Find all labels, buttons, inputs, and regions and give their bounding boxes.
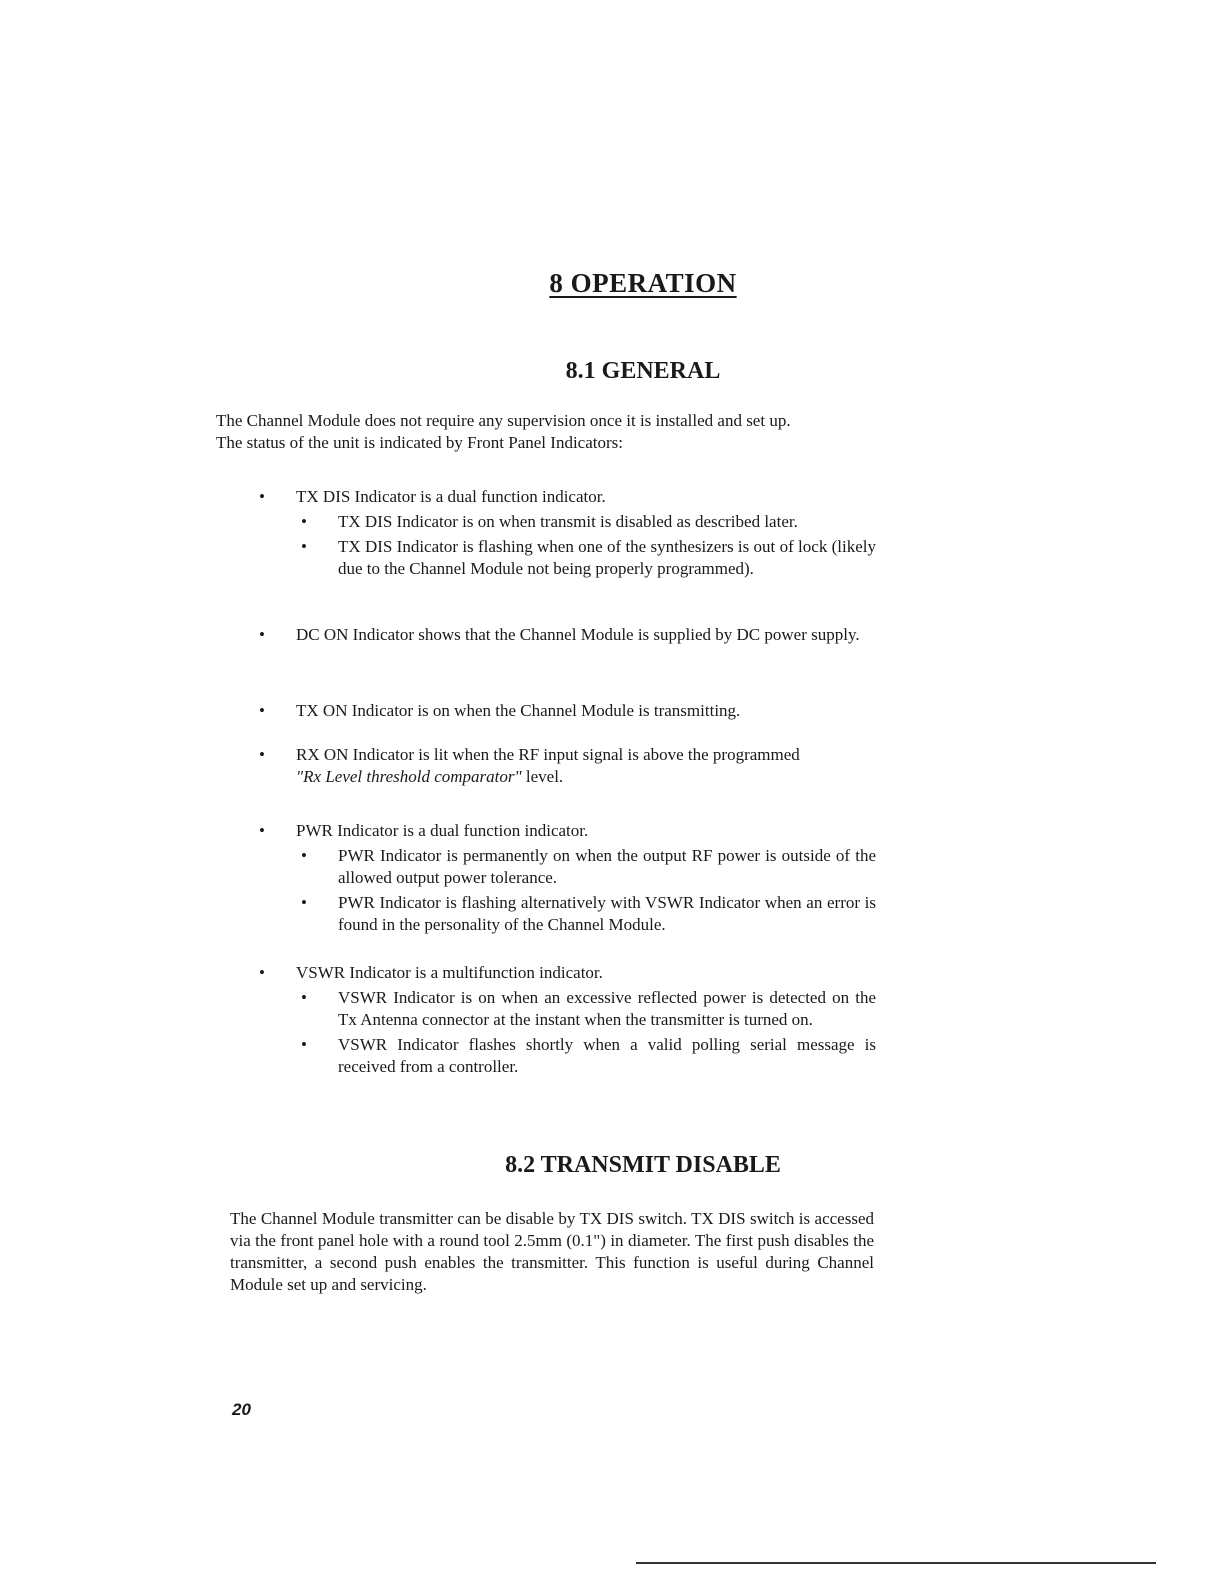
sub-bullet-text: VSWR Indicator flashes shortly when a valid polling serial message is received from a controller. — [338, 1035, 876, 1076]
sub-bullet — [298, 1034, 876, 1078]
bullet-dot: • — [301, 893, 307, 912]
section-heading-transmit-disable: 8.2 TRANSMIT DISABLE — [505, 1152, 781, 1178]
bullet-dc-on — [256, 624, 876, 646]
sub-bullet-text: TX DIS Indicator is on when transmit is disabled as described later. — [338, 512, 798, 531]
general-intro-line-1: The Channel Module does not require any supervision once it is installed and set up. — [216, 411, 791, 430]
sub-bullet-text: VSWR Indicator is on when an excessive reflected power is detected on the Tx Antenna connector at the instant when the transmitter is turned on. — [338, 988, 876, 1029]
bullet-tx-on — [256, 700, 876, 722]
bullet-dot: • — [259, 625, 265, 644]
bullet-dot: • — [259, 821, 265, 840]
general-intro-line-2: The status of the unit is indicated by Front Panel Indicators: — [216, 433, 623, 452]
page-number: 20 — [232, 1400, 251, 1419]
sub-bullet-text: TX DIS Indicator is flashing when one of the synthesizers is out of lock (likely due to the Channel Module not being properly programmed). — [338, 537, 876, 578]
sub-bullet-text: PWR Indicator is permanently on when the output RF power is outside of the allowed output power tolerance. — [338, 846, 876, 887]
bottom-rule — [636, 1562, 1156, 1564]
bullet-dot: • — [301, 1035, 307, 1054]
rx-on-text: RX ON Indicator is lit when the RF input signal is above the programmed — [296, 745, 800, 764]
bullet-rx-on — [256, 744, 876, 788]
section-heading-general: 8.1 GENERAL — [565, 358, 721, 384]
rx-threshold-term: "Rx Level threshold comparator" — [296, 767, 522, 786]
general-intro — [216, 410, 876, 454]
sub-bullet — [298, 511, 876, 533]
bullet-text: PWR Indicator is a dual function indicator. — [296, 821, 589, 840]
bullet-text: TX DIS Indicator is a dual function indicator. — [296, 487, 606, 506]
bullet-dot: • — [301, 846, 307, 865]
bullet-dot: • — [259, 487, 265, 506]
bullet-tx-dis — [256, 486, 876, 580]
bullet-dot: • — [301, 537, 307, 556]
sub-bullet-text: PWR Indicator is flashing alternatively with VSWR Indicator when an error is found in the personality of the Channel Module. — [338, 893, 876, 934]
bullet-vswr — [256, 962, 876, 1078]
chapter-title: 8 OPERATION — [549, 268, 737, 298]
sub-bullet — [298, 892, 876, 936]
sub-bullet — [298, 987, 876, 1031]
bullet-text — [296, 744, 876, 788]
transmit-disable-paragraph: The Channel Module transmitter can be disable by TX DIS switch. TX DIS switch is accessed via the front panel hole with a round tool 2.5mm (0.1") in diameter. The first push disables the transmitter, a second push enables the transmitter. This function is useful during Channel Module set up and servicing. — [230, 1209, 874, 1294]
bullet-dot: • — [259, 745, 265, 764]
bullet-dot: • — [301, 988, 307, 1007]
rx-on-text-end: level. — [521, 767, 564, 786]
sub-bullet — [298, 536, 876, 580]
bullet-dot: • — [301, 512, 307, 531]
bullet-dot: • — [259, 963, 265, 982]
bullet-text: VSWR Indicator is a multifunction indicator. — [296, 963, 603, 982]
bullet-text: TX ON Indicator is on when the Channel Module is transmitting. — [296, 701, 741, 720]
bullet-dot: • — [259, 701, 265, 720]
bullet-text: DC ON Indicator shows that the Channel Module is supplied by DC power supply. — [296, 625, 860, 644]
sub-bullet — [298, 845, 876, 889]
bullet-pwr — [256, 820, 876, 936]
